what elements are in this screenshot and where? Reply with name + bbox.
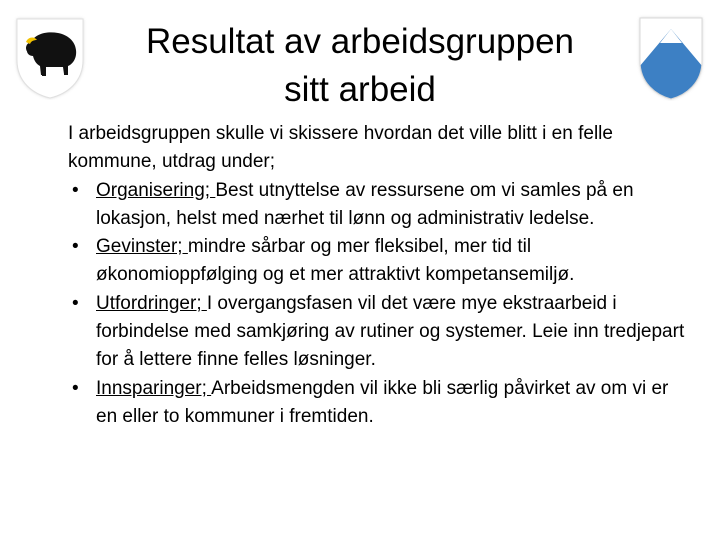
bullet-item-innsparinger (68, 375, 688, 432)
bullet-item-gevinster (68, 233, 688, 290)
slide-body (68, 120, 688, 431)
bullet-item-utfordringer (68, 290, 688, 375)
bullet-dot: • (72, 179, 79, 201)
title-line-2: sitt arbeid (284, 70, 436, 109)
bullet-item-organisering (68, 177, 688, 234)
bullet-term: Utfordringer; (96, 292, 207, 314)
bullet-term: Gevinster; (96, 236, 188, 258)
bullet-text: I overgangsfasen vil det være mye ekstraarbeid i forbindelse med samkjøring av rutiner og systemer. Leie inn tredjepart for å lettere finne felles løsninger. (96, 292, 685, 371)
bullet-dot: • (72, 292, 79, 314)
muskox-coat-of-arms-icon (12, 14, 88, 100)
bullet-dot: • (72, 377, 79, 399)
intro-paragraph: I arbeidsgruppen skulle vi skissere hvordan det ville blitt i en felle kommune, utdrag under; (68, 123, 613, 173)
title-line-1: Resultat av arbeidsgruppen (145, 22, 575, 61)
slide-title (110, 18, 610, 114)
bullet-text: mindre sårbar og mer fleksibel, mer tid til økonomioppfølging og et mer attraktivt kompetansemiljø. (96, 236, 575, 286)
bullet-text: Best utnyttelse av ressursene om vi samles på en lokasjon, helst med nærhet til lønn og administrativ ledelse. (96, 179, 634, 229)
bullet-term: Innsparinger; (96, 377, 212, 399)
mountain-coat-of-arms-icon (634, 13, 708, 101)
bullet-text: Arbeidsmengden vil ikke bli særlig påvirket av om vi er en eller to kommuner i fremtiden. (96, 377, 669, 427)
bullet-dot: • (72, 236, 79, 258)
bullet-term: Organisering; (96, 179, 216, 201)
bullet-list (68, 177, 688, 432)
